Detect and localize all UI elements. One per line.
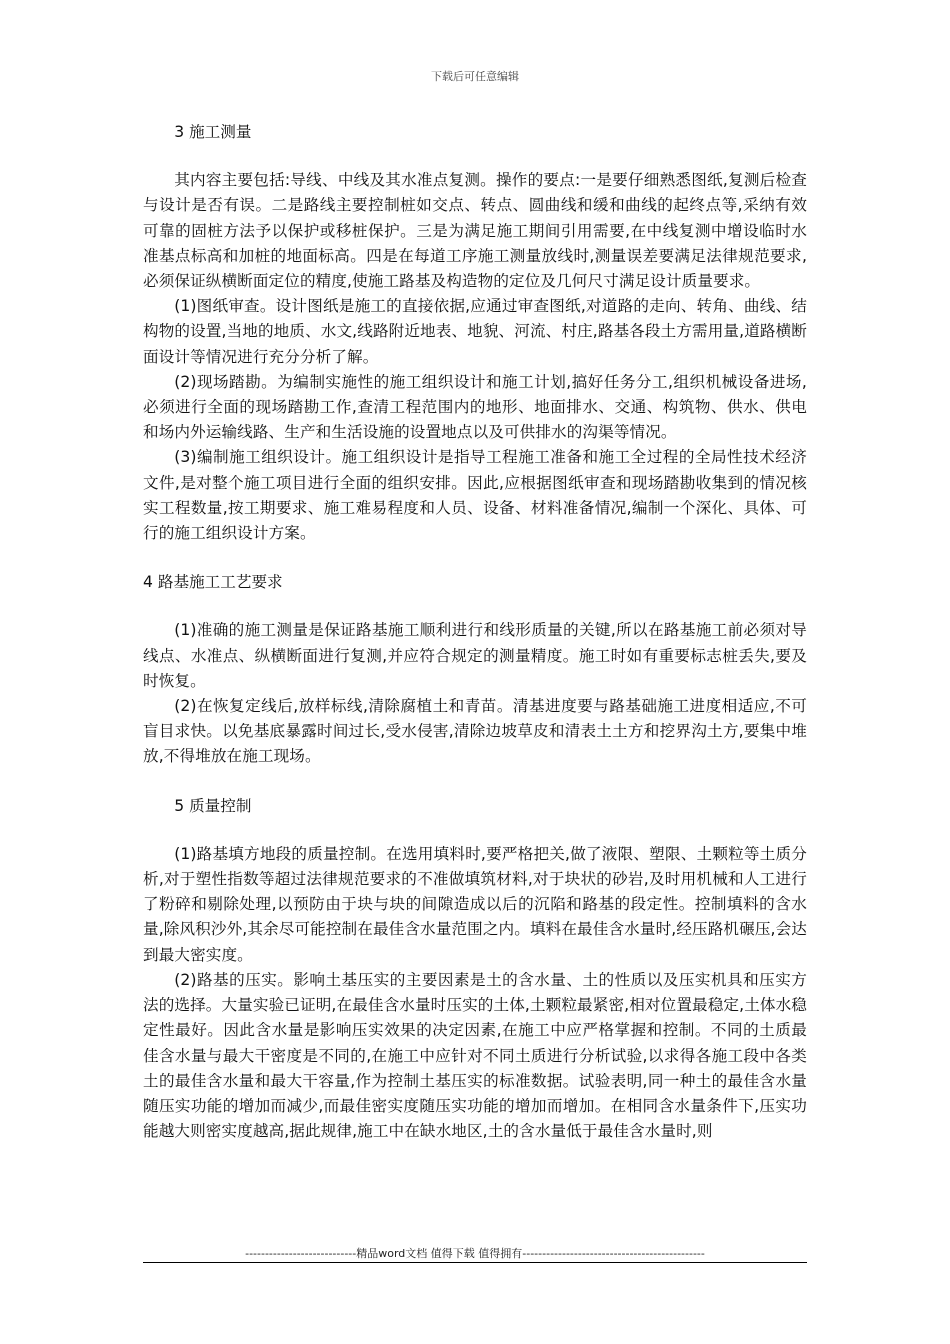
- section-heading: 5 质量控制: [174, 796, 252, 815]
- page-footer: ----------------------------精品word文档 值得下载 值得拥有----------------------------------------------: [245, 1247, 705, 1260]
- paragraph: (1)图纸审查。设计图纸是施工的直接依据,应通过审查图纸,对道路的走向、转角、曲线、结构物的设置,当地的地质、水文,线路附近地表、地貌、河流、村庄,路基各段土方需用量,道路横断面设计等情况进行充分分析了解。: [143, 297, 807, 366]
- paragraph: (2)路基的压实。影响土基压实的主要因素是土的含水量、土的性质以及压实机具和压实方法的选择。大量实验已证明,在最佳含水量时压实的土体,土颗粒最紧密,相对位置最稳定,土体水稳定性最好。因此含水量是影响压实效果的决定因素,在施工中应严格掌握和控制。不同的土质最佳含水量与最大干密度是不同的,在施工中应针对不同土质进行分析试验,以求得各施工段中各类土的最佳含水量和最大干容量,作为控制土基压实的标准数据。试验表明,同一种土的最佳含水量随压实功能的增加而减少,而最佳密实度随压实功能的增加而增加。在相同含水量条件下,压实功能越大则密实度越高,据此规律,施工中在缺水地区,土的含水量低于最佳含水量时,则: [143, 970, 807, 1141]
- document-body: [143, 120, 807, 1144]
- paragraph: (2)现场踏勘。为编制实施性的施工组织设计和施工计划,搞好任务分工,组织机械设备进场,必须进行全面的现场踏勘工作,查清工程范围内的地形、地面排水、交通、构筑物、供水、供电和场内外运输线路、生产和生活设施的设置地点以及可供排水的沟渠等情况。: [143, 372, 807, 442]
- paragraph: 其内容主要包括:导线、中线及其水准点复测。操作的要点:一是要仔细熟悉图纸,复测后检查与设计是否有误。二是路线主要控制桩如交点、转点、圆曲线和缓和曲线的起终点等,采纳有效可靠的固桩方法予以保护或移桩保护。三是为满足施工期间引用需要,在中线复测中增设临时水准基点标高和加桩的地面标高。四是在每道工序施工测量放线时,测量误差要满足法律规范要求,必须保证纵横断面定位的精度,使施工路基及构造物的定位及几何尺寸满足设计质量要求。: [143, 171, 807, 291]
- section-heading: 3 施工测量: [174, 123, 252, 141]
- paragraph: (1)准确的施工测量是保证路基施工顺利进行和线形质量的关键,所以在路基施工前必须对导线点、水准点、纵横断面进行复测,并应符合规定的测量精度。施工时如有重要标志桩丢失,要及时恢复。: [143, 621, 807, 690]
- page-header: 下载后可任意编辑: [431, 70, 519, 83]
- paragraph: (1)路基填方地段的质量控制。在选用填料时,要严格把关,做了液限、塑限、土颗粒等土质分析,对于塑性指数等超过法律规范要求的不准做填筑材料,对于块状的砂岩,及时用机械和人工进行了粉碎和剔除处理,以预防由于块与块的间隙造成以后的沉陷和路基的段定性。控制填料的含水量,除风积沙外,其余尽可能控制在最佳含水量范围之内。填料在最佳含水量时,经压路机碾压,会达到最大密实度。: [143, 844, 807, 964]
- paragraph: (3)编制施工组织设计。施工组织设计是指导工程施工准备和施工全过程的全局性技术经济文件,是对整个施工项目进行全面的组织安排。因此,应根据图纸审查和现场踏勘收集到的情况核实工程数量,按工期要求、施工难易程度和人员、设备、材料准备情况,编制一个深化、具体、可行的施工组织设计方案。: [143, 448, 807, 543]
- section-heading: 4 路基施工工艺要求: [143, 573, 283, 592]
- footer-divider: [143, 1262, 807, 1263]
- paragraph: (2)在恢复定线后,放样标线,清除腐植土和青苗。清基进度要与路基础施工进度相适应,不可盲目求快。以免基底暴露时间过长,受水侵害,清除边坡草皮和清表土土方和挖界沟土方,要集中堆放,不得堆放在施工现场。: [143, 697, 807, 766]
